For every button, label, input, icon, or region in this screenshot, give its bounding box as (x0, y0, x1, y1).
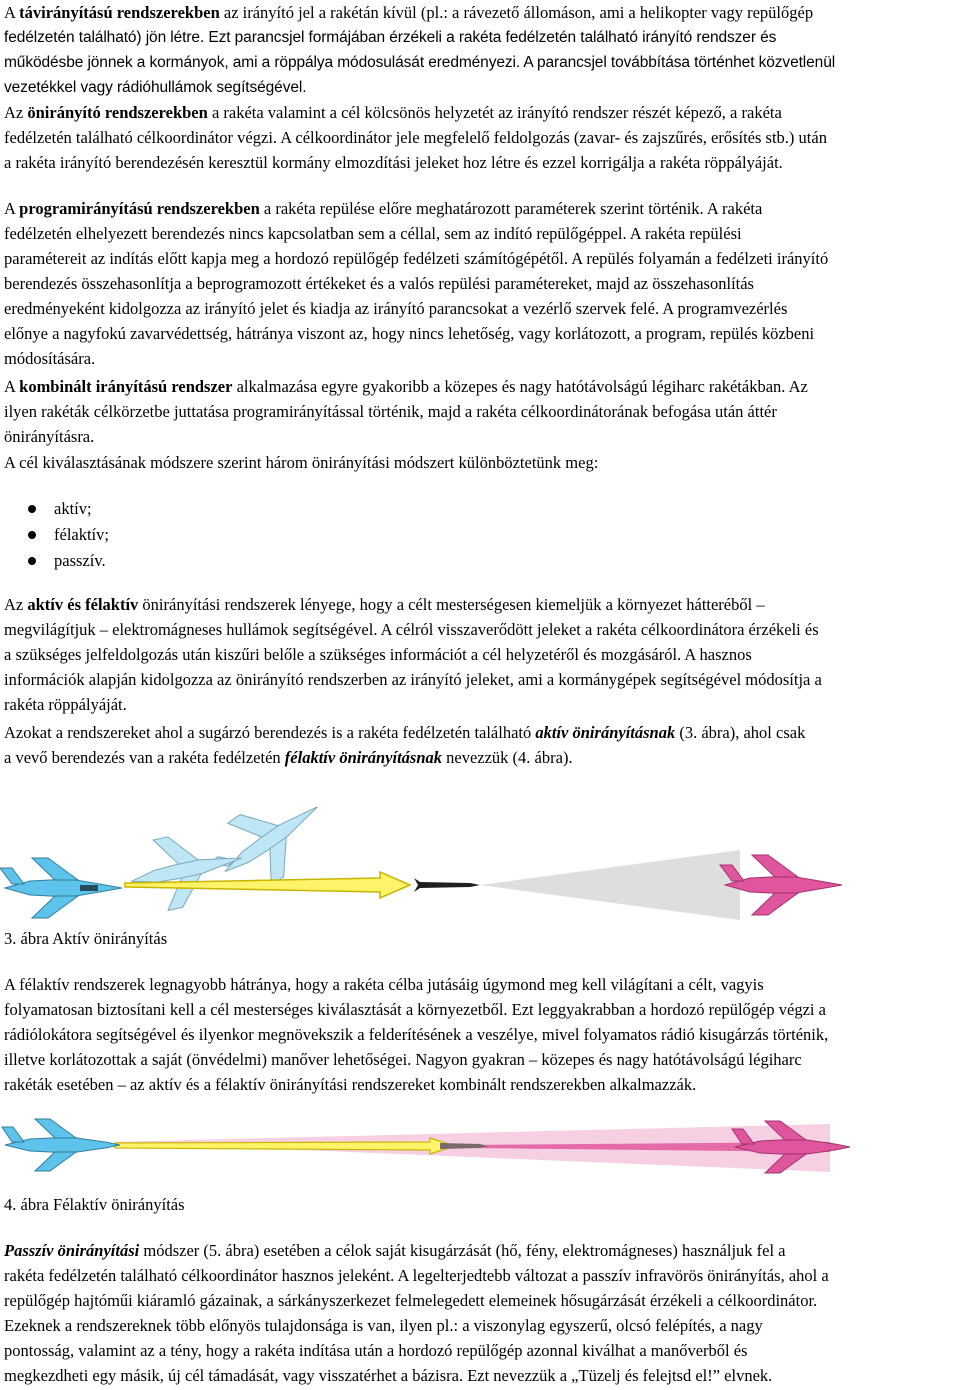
text-line (4, 1338, 747, 1363)
text-line (4, 100, 782, 125)
semiactive-homing-illustration (0, 1112, 960, 1187)
figure-4-caption: 4. ábra Félaktív önirányítás (4, 1195, 185, 1214)
figure-semiactive-homing (0, 1112, 960, 1187)
active-homing-illustration (0, 790, 960, 920)
emphasized-text: kombinált irányítású rendszer (19, 377, 233, 396)
text-line (4, 1072, 696, 1097)
text-line (4, 221, 742, 246)
text-span: fedélzetén elhelyezett berendezés nincs kapcsolatban sem a céllal, sem az indító repülőgéppel. A rakéta repülési (4, 224, 742, 243)
text-span: megkezdheti egy másik, új cél támadását, vagy visszatérhet a bázisra. Ezt nevezzük a „Tüzelj és felejtsd el!” elvnek. (4, 1366, 773, 1385)
text-span: előnye a nagyfokú zavarvédettség, hátránya viszont az, hogy nincs lehetőség, vagy korlátozott, a program, repülés közbeni (4, 324, 815, 343)
text-span: pontosság, valamint az a tény, hogy a rakéta indítása után a hordozó repülőgép azonnal kiválhat a manőverből és (4, 1341, 748, 1360)
text-line (4, 0, 813, 25)
text-span: rakéta röppályáját. (4, 695, 127, 714)
text-span: Azokat a rendszereket ahol a sugárzó berendezés is a rakéta fedélzetén található (4, 723, 536, 742)
text-span: rakéta fedélzetén található célkoordinátor hasznos jeleként. A legelterjedtebb változat a passzív infravörös önirányítás, ahol a (4, 1266, 829, 1285)
text-span: Az (4, 595, 28, 614)
text-span: A (4, 377, 20, 396)
text-span: A cél kiválasztásának módszere szerint három önirányítási módszert különböztetünk meg: (4, 453, 599, 472)
text-line (4, 642, 752, 667)
text-line (4, 75, 306, 100)
figure-3-caption: 3. ábra Aktív önirányítás (4, 929, 168, 948)
emphasized-text: félaktív önirányításnak (284, 748, 443, 767)
emphasized-text: aktív és félaktív (27, 595, 139, 614)
text-line (4, 667, 822, 692)
missile-icon (414, 878, 480, 892)
text-line (4, 1313, 763, 1338)
text-line (4, 692, 127, 717)
text-span: a rakéta repülése előre meghatározott paraméterek szerint történik. A rakéta (259, 199, 763, 218)
text-span: működésbe jönnek a kormányok, ami a röppálya módosulását eredményezi. A parancsjel továbbítása történhet közvetlenül (4, 54, 836, 71)
text-line (4, 1363, 772, 1388)
text-span: rádiólokátora segítségével és ilyenkor megnövekszik a felderítésének a veszélye, mivel folyamatos rádió kisugárzás történik, (4, 1025, 829, 1044)
text-line (4, 346, 95, 371)
launcher-jet-icon (2, 1119, 120, 1171)
text-span: fedélzetén található célkoordinátor végzi. A célkoordinátor jele megfelelő feldolgozás (zavar- és zajszűrés, erősítés stb.) után (4, 128, 827, 147)
text-span: folyamatosan biztosítani kell a cél mesterséges kiválasztását a környezetből. Ezt leggyakrabban a hordozó repülőgép végzi a (4, 1000, 826, 1019)
text-span: illetve korlátozottak a saját (önvédelmi) manőver lehetőségei. Nagyon gyakran – közepes és nagy hatótávolságú légiharc (4, 1050, 802, 1069)
text-span: paramétereit az indítás előtt kapja meg a hordozó repülőgép fedélzeti számítógépétől. A repülés folyamán a fedélzeti irányító (4, 249, 829, 268)
text-span: Az (4, 103, 28, 122)
text-line (4, 1263, 829, 1288)
text-line (4, 196, 762, 221)
text-span: Ezeknek a rendszereknek több előnyös tulajdonsága is van, ilyen pl.: a viszonylag egyszerű, olcsó felépítés, a nagy (4, 1316, 763, 1335)
text-line (4, 321, 814, 346)
text-span: vezetékkel vagy rádióhullámok segítségével. (4, 79, 307, 96)
text-span: nevezzük (4. ábra). (442, 748, 573, 767)
text-span: A (4, 3, 20, 22)
text-line (4, 450, 598, 475)
text-line (4, 399, 777, 424)
text-span: megvilágítjuk – elektromágneses hullámok segítségével. A célról visszaverődött jeleket a rakéta célkoordinátora érzékeli és (4, 620, 819, 639)
text-span: A félaktív rendszerek legnagyobb hátránya, hogy a rakéta célba jutásáig úgymond meg kell világítani a célt, vagyis (4, 975, 764, 994)
text-span: (3. ábra), ahol csak (675, 723, 806, 742)
text-line (4, 296, 787, 321)
text-line (4, 592, 765, 617)
text-span: a rakéta valamint a cél kölcsönös helyzetét az irányító rendszer részét képező, a rakéta (207, 103, 782, 122)
text-line (4, 972, 764, 997)
text-line (4, 25, 776, 50)
emphasized-text: távirányítású rendszerekben (19, 3, 220, 22)
text-line (4, 1047, 802, 1072)
radar-beam-icon (480, 850, 740, 920)
text-line (4, 1022, 828, 1047)
text-span: berendezés összehasonlítja a beprogramozott értékeket és a valós repülési paramétereket, majd az összehasonlítás (4, 274, 754, 293)
text-span: önirányításra. (4, 427, 95, 446)
emphasized-text: önirányító rendszerekben (27, 103, 208, 122)
bullet-dot-icon (28, 505, 36, 513)
text-span: módosítására. (4, 349, 96, 368)
text-span: a vevő berendezés van a rakéta fedélzetén (4, 748, 285, 767)
text-line (4, 1238, 786, 1263)
bullet-dot-icon (28, 557, 36, 565)
text-line (4, 1288, 817, 1313)
text-span: alkalmazása egyre gyakoribb a közepes és nagy hatótávolságú légiharc rakétákban. Az (232, 377, 808, 396)
emphasized-text: Passzív önirányítási (4, 1241, 140, 1260)
text-line (4, 125, 827, 150)
bullet-dot-icon (28, 531, 36, 539)
text-span: repülőgép hajtóműi kiáramló gázainak, a sárkányszerkezet felmelegedett elemeinek hősugárzását érzékeli a célkoordinátor. (4, 1291, 818, 1310)
text-span: rakéták esetében – az aktív és a félaktív önirányítási rendszereket kombinált rendszerekben alkalmazzák. (4, 1075, 697, 1094)
text-span: önirányítási rendszerek lényege, hogy a célt mesterségesen kiemeljük a környezet hátteréből – (138, 595, 765, 614)
text-line (4, 246, 828, 271)
launcher-jet-icon (0, 858, 122, 918)
text-line (4, 50, 835, 75)
text-span: a szükséges jelfeldolgozás után kiszűri belőle a szükséges információt a cél helyzetéről és mozgásáról. A hasznos (4, 645, 752, 664)
text-span: módszer (5. ábra) esetében a célok saját kisugárzását (hő, fény, elektromágneses) használjuk fel a (139, 1241, 786, 1260)
emphasized-text: programirányítású rendszerekben (19, 199, 260, 218)
text-span: a rakéta irányító berendezésén keresztül kormány elmozdítási jeleket hoz létre és ezzel korrigálja a rakéta röppályáját. (4, 153, 783, 172)
text-span: ilyen rakéták célkörzetbe juttatása programirányítással történik, majd a rakéta célkoordinátorának befogása után áttér (4, 402, 777, 421)
text-line (4, 150, 783, 175)
text-line (4, 997, 826, 1022)
text-line (4, 617, 819, 642)
text-line (4, 745, 573, 770)
text-line (4, 374, 808, 399)
text-line (4, 271, 754, 296)
text-span: A (4, 199, 20, 218)
text-span: információk alapján kidolgozza az önirányító rendszerben az irányító jeleket, ami a kormánygépek segítségével módosítja a (4, 670, 822, 689)
text-span: az irányító jel a rakétán kívül (pl.: a rávezető állomáson, ami a helikopter vagy repülőgép (219, 3, 814, 22)
figure-active-homing (0, 790, 960, 920)
text-span: eredményeként kidolgozza az irányító jelet és kiadja az irányító parancsokat a vezérlő szervek felé. A programvezérlés (4, 299, 788, 318)
text-line (4, 424, 94, 449)
text-line (4, 720, 805, 745)
text-span: fedélzetén található) jön létre. Ezt parancsjel formájában érzékeli a rakéta fedélzetén található irányító rendszer és (4, 29, 777, 46)
emphasized-text: aktív önirányításnak (535, 723, 676, 742)
